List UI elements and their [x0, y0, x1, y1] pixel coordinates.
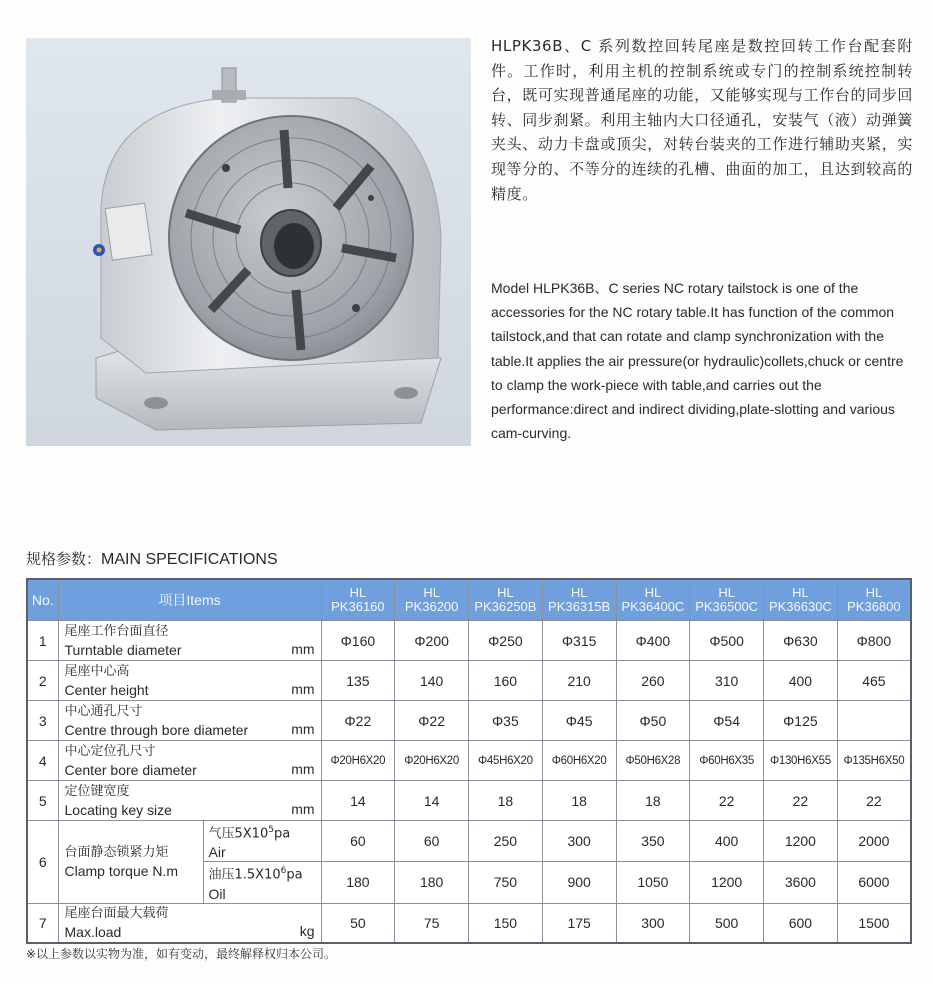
value-cell [837, 701, 911, 741]
row-no: 7 [27, 903, 58, 943]
spec-title-cn: 规格参数： [26, 550, 102, 568]
table-row [27, 701, 911, 741]
table-row [27, 621, 911, 661]
header-model: HL PK36800 [837, 579, 911, 621]
value-cell: Φ135H6X50 [837, 741, 911, 781]
value-cell: 180 [395, 862, 469, 903]
row-no: 1 [27, 621, 58, 661]
value-cell: 135 [321, 661, 395, 701]
param-label: 中心定位孔尺寸 Center bore diameter mm [58, 741, 321, 781]
value-cell: 400 [690, 821, 764, 862]
sub-label-air: 气压$5X10^5pa$ Air [203, 821, 321, 862]
table-row [27, 821, 911, 862]
value-cell: Φ800 [837, 621, 911, 661]
value-cell: 1050 [616, 862, 690, 903]
param-label: 尾座中心高 Center height mm [58, 661, 321, 701]
value-cell: 1500 [837, 903, 911, 943]
value-cell: 300 [616, 903, 690, 943]
value-cell: 3600 [764, 862, 838, 903]
value-cell: 140 [395, 661, 469, 701]
row-no: 2 [27, 661, 58, 701]
value-cell: 160 [469, 661, 543, 701]
value-cell: 60 [321, 821, 395, 862]
spec-title-en: MAIN SPECIFICATIONS [101, 551, 278, 568]
value-cell: Φ50 [616, 701, 690, 741]
rotary-tailstock-illustration [26, 38, 471, 446]
value-cell: Φ22 [395, 701, 469, 741]
param-label: 台面静态锁紧力矩 Clamp torque N.m [58, 821, 203, 904]
value-cell: 6000 [837, 862, 911, 903]
row-no: 5 [27, 781, 58, 821]
param-label: 尾座台面最大载荷 Max.load kg [58, 903, 321, 943]
value-cell: Φ20H6X20 [321, 741, 395, 781]
value-cell: Φ315 [542, 621, 616, 661]
value-cell: 175 [542, 903, 616, 943]
value-cell: Φ20H6X20 [395, 741, 469, 781]
description-chinese: HLPK36B、C 系列数控回转尾座是数控回转工作台配套附件。工作时，利用主机的控制系统或专门的控制系统控制转台，既可实现普通尾座的功能，又能够实现与工作台的同步回转、同步刹紧。利用主轴内大口径通孔，安装气（液）动弹簧夹头、动力卡盘或顶尖，对转台装夹的工作进行辅助夹紧，实现等分的、不等分的连续的孔槽、曲面的加工，且达到较高的精度。 [491, 37, 913, 203]
value-cell: Φ400 [616, 621, 690, 661]
value-cell: 465 [837, 661, 911, 701]
value-cell: 50 [321, 903, 395, 943]
value-cell: 22 [690, 781, 764, 821]
value-cell: Φ60H6X20 [542, 741, 616, 781]
value-cell: Φ250 [469, 621, 543, 661]
value-cell: 500 [690, 903, 764, 943]
value-cell: Φ630 [764, 621, 838, 661]
value-cell: Φ50H6X28 [616, 741, 690, 781]
value-cell: Φ35 [469, 701, 543, 741]
header-items: 项目Items [58, 579, 321, 621]
header-model: HL PK36630C [764, 579, 838, 621]
row-no: 6 [27, 821, 58, 904]
value-cell: 1200 [764, 821, 838, 862]
value-cell: 750 [469, 862, 543, 903]
value-cell: Φ125 [764, 701, 838, 741]
value-cell: 600 [764, 903, 838, 943]
value-cell: 210 [542, 661, 616, 701]
header-model: HL PK36400C [616, 579, 690, 621]
table-row [27, 903, 911, 943]
value-cell: Φ160 [321, 621, 395, 661]
value-cell: 18 [616, 781, 690, 821]
footnote: ※以上参数以实物为准，如有变动，最终解释权归本公司。 [26, 947, 337, 961]
header-model: HL PK36315B [542, 579, 616, 621]
value-cell: 75 [395, 903, 469, 943]
value-cell: 400 [764, 661, 838, 701]
sub-label-oil: 油压$1.5X10^6pa$ Oil [203, 862, 321, 903]
row-no: 3 [27, 701, 58, 741]
value-cell: Φ200 [395, 621, 469, 661]
param-label: 定位键宽度 Locating key size mm [58, 781, 321, 821]
value-cell: 18 [469, 781, 543, 821]
param-label: 尾座工作台面直径 Turntable diameter mm [58, 621, 321, 661]
value-cell: Φ22 [321, 701, 395, 741]
value-cell: Φ45H6X20 [469, 741, 543, 781]
header-model: HL PK36250B [469, 579, 543, 621]
value-cell: Φ130H6X55 [764, 741, 838, 781]
value-cell: Φ54 [690, 701, 764, 741]
value-cell: 260 [616, 661, 690, 701]
table-row [27, 661, 911, 701]
value-cell: 22 [764, 781, 838, 821]
value-cell: 60 [395, 821, 469, 862]
value-cell: 250 [469, 821, 543, 862]
header-model: HL PK36200 [395, 579, 469, 621]
value-cell: Φ45 [542, 701, 616, 741]
value-cell: 350 [616, 821, 690, 862]
spec-title [26, 548, 278, 569]
value-cell: Φ60H6X35 [690, 741, 764, 781]
value-cell: 900 [542, 862, 616, 903]
value-cell: 14 [321, 781, 395, 821]
description-english: Model HLPK36B、C series NC rotary tailstock is one of the accessories for the NC rotary table.It has function of the common tailstock,and that can rotate and clamp synchronization with the table.It applies the air pressure(or hydraulic)collets,chuck or centre to clamp the work-piece with table,and carries out the performance:direct and indirect dividing,plate-slotting and various cam-curving. [491, 280, 904, 442]
spec-table [26, 578, 912, 944]
value-cell: Φ500 [690, 621, 764, 661]
table-row [27, 781, 911, 821]
spec-header-row [27, 579, 911, 621]
header-no: No. [27, 579, 58, 621]
value-cell: 14 [395, 781, 469, 821]
value-cell: 2000 [837, 821, 911, 862]
param-label: 中心通孔尺寸 Centre through bore diameter mm [58, 701, 321, 741]
value-cell: 300 [542, 821, 616, 862]
row-no: 4 [27, 741, 58, 781]
value-cell: 180 [321, 862, 395, 903]
value-cell: 22 [837, 781, 911, 821]
table-row [27, 741, 911, 781]
value-cell: 1200 [690, 862, 764, 903]
value-cell: 150 [469, 903, 543, 943]
header-model: HL PK36500C [690, 579, 764, 621]
value-cell: 18 [542, 781, 616, 821]
product-photo [26, 38, 471, 446]
header-model: HL PK36160 [321, 579, 395, 621]
value-cell: 310 [690, 661, 764, 701]
